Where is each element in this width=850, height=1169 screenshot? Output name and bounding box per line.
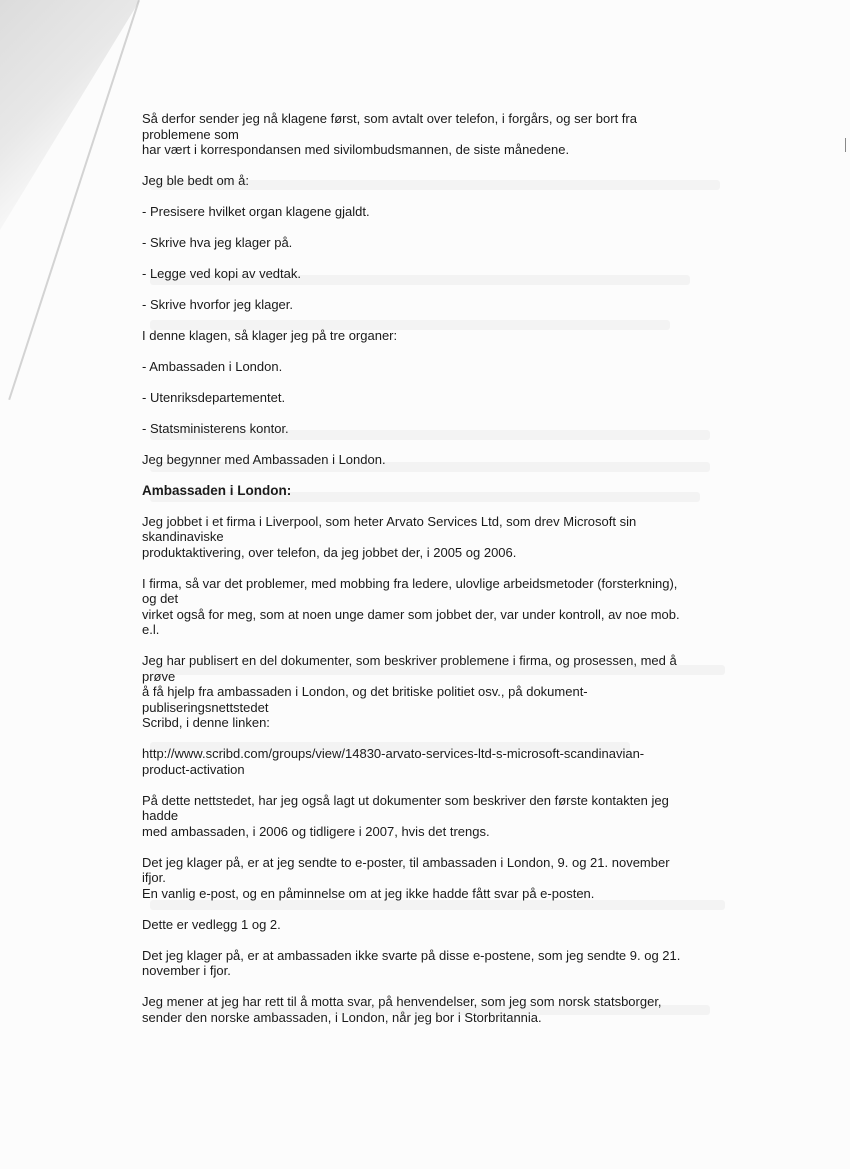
paragraph: Det jeg klager på, er at ambassaden ikke svarte på disse e-postene, som jeg sendte 9. og 21. november i fjor.: [142, 947, 681, 978]
paragraph: Det jeg klager på, er at jeg sendte to e-poster, til ambassaden i London, 9. og 21. november ifjor. En vanlig e-post, og en påminnelse om at jeg ikke hadde fått svar på e-posten.: [142, 854, 670, 901]
paragraph: I firma, så var det problemer, med mobbing fra ledere, ulovlige arbeidsmetoder (forsterkning), og det virket også for meg, som at noen unge damer som jobbet der, var under kontroll, av noe mob. e.l.: [142, 575, 680, 637]
paragraph: Jeg har publisert en del dokumenter, som beskriver problemene i firma, og prosessen, med å prøve å få hjelp fra ambassaden i London, og det britiske politiet osv., på dokument- publiseringsnettstedet Scribd, i denne linken:: [142, 653, 677, 730]
list-item: - Ambassaden i London.: [142, 359, 283, 374]
paragraph: På dette nettstedet, har jeg også lagt ut dokumenter som beskriver den første kontakten jeg hadde med ambassaden, i 2006 og tidligere i 2007, hvis det trengs.: [142, 792, 669, 839]
paragraph: Så derfor sender jeg nå klagene først, som avtalt over telefon, i forgårs, og ser bort fra problemene som har vært i korrespondansen med sivilombudsmannen, de siste månedene.: [142, 111, 637, 157]
scribd-link[interactable]: http://www.scribd.com/groups/view/14830-arvato-services-ltd-s-microsoft-scandinavian- product-activation: [142, 746, 645, 777]
paragraph: Jeg jobbet i et firma i Liverpool, som heter Arvato Services Ltd, som drev Microsoft sin skandinaviske produktaktivering, over telefon, da jeg jobbet der, i 2005 og 2006.: [142, 513, 637, 560]
scan-mark: [845, 138, 846, 152]
list-item: - Skrive hvorfor jeg klager.: [142, 297, 294, 312]
list-item: - Statsministerens kontor.: [142, 421, 289, 436]
paragraph: Jeg mener at jeg har rett til å motta svar, på henvendelser, som jeg som norsk statsborger, sender den norske ambassaden, i London, når jeg bor i Storbritannia.: [142, 994, 662, 1025]
paragraph: Jeg ble bedt om å:: [142, 173, 249, 188]
paragraph: I denne klagen, så klager jeg på tre organer:: [142, 328, 398, 343]
list-item: - Legge ved kopi av vedtak.: [142, 266, 301, 281]
section-heading: Ambassaden i London:: [142, 483, 292, 498]
document-body: [142, 111, 732, 1041]
list-item: - Utenriksdepartementet.: [142, 390, 286, 405]
scan-corner-shadow: [0, 0, 140, 230]
list-item: - Presisere hvilket organ klagene gjaldt.: [142, 204, 370, 219]
scribd-link-text: [142, 746, 732, 777]
list-item: - Skrive hva jeg klager på.: [142, 235, 293, 250]
paragraph: Dette er vedlegg 1 og 2.: [142, 916, 281, 932]
paragraph: Jeg begynner med Ambassaden i London.: [142, 452, 386, 467]
